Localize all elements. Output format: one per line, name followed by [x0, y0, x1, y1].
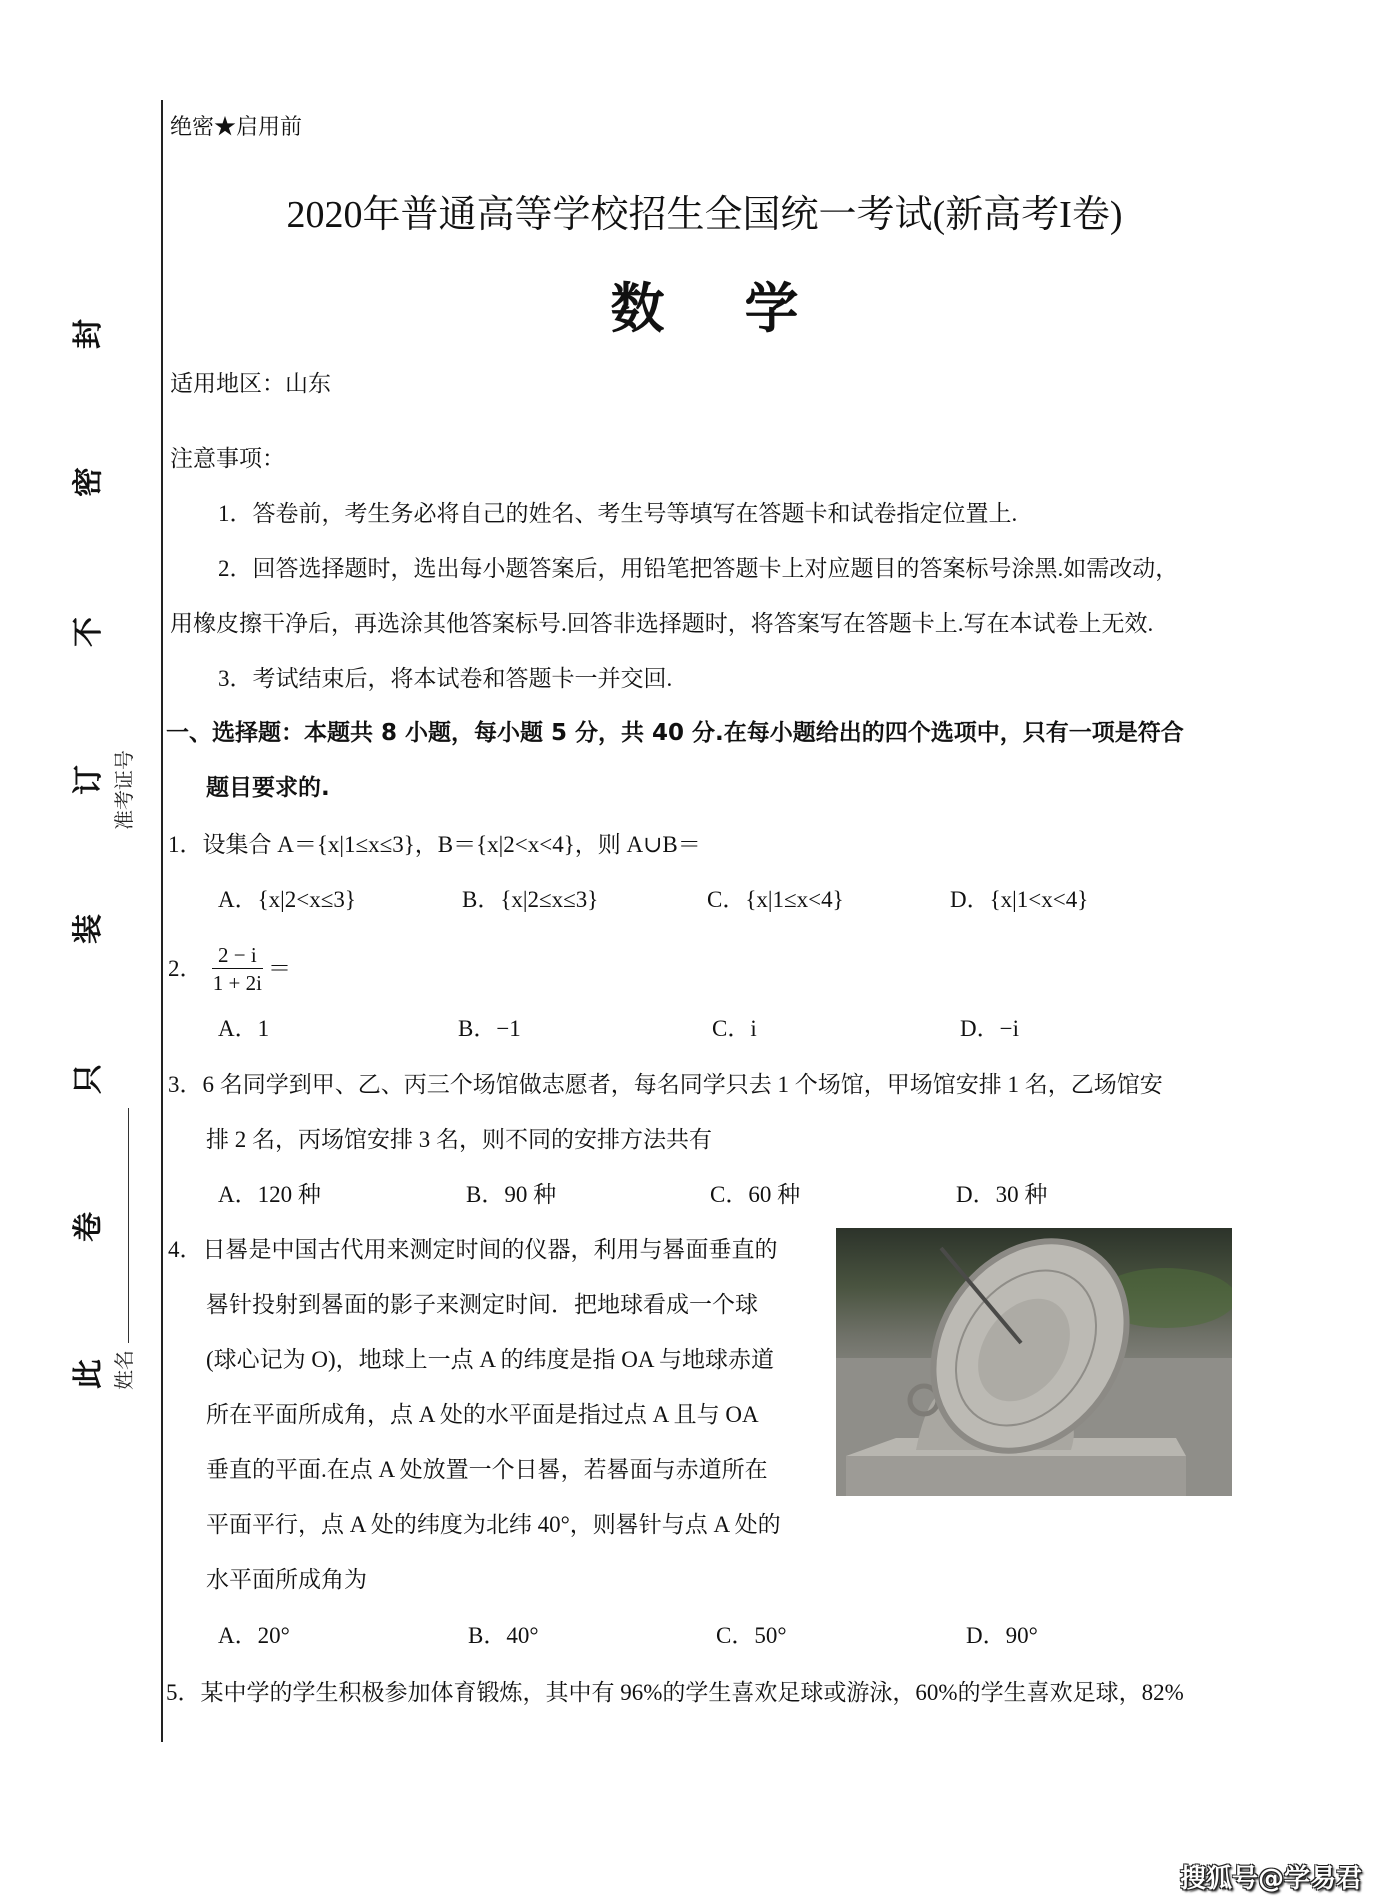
question-2-fraction	[212, 942, 263, 997]
question-number: 5．	[166, 1680, 201, 1705]
sundial-illustration	[836, 1228, 1232, 1496]
question-number: 1．	[168, 832, 203, 857]
binding-char: 装	[71, 914, 106, 944]
confidential-label: 绝密★启用前	[170, 114, 303, 139]
subject-title: 数学	[610, 277, 879, 340]
question-stem: 日晷是中国古代用来测定时间的仪器，利用与晷面垂直的	[202, 1237, 778, 1262]
question-4-line: 平面平行，点 A 处的纬度为北纬 40°，则晷针与点 A 处的	[206, 1512, 781, 1537]
question-4-line: 晷针投射到晷面的影子来测定时间．把地球看成一个球	[206, 1292, 758, 1317]
binding-char: 不	[71, 617, 106, 647]
region-label: 适用地区：山东	[170, 371, 331, 397]
q3-option-d[interactable]: D．30 种	[956, 1182, 1048, 1207]
section-heading-continued: 题目要求的.	[206, 775, 330, 801]
fraction-numerator: 2 − i	[212, 942, 263, 969]
question-3-continued: 排 2 名，丙场馆安排 3 名，则不同的安排方法共有	[206, 1127, 712, 1152]
q4-option-a[interactable]: A．20°	[218, 1623, 290, 1648]
binding-line	[161, 100, 163, 1742]
q2-option-a[interactable]: A．1	[218, 1016, 270, 1041]
note-item: 2．回答选择题时，选出每小题答案后，用铅笔把答题卡上对应题目的答案标号涂黑.如需改动，	[218, 556, 1179, 581]
equals-sign: ＝	[268, 956, 291, 981]
q1-option-a[interactable]: A．{x|2<x≤3}	[218, 887, 356, 912]
q2-option-c[interactable]: C．i	[712, 1016, 757, 1041]
section-heading: 一、选择题：本题共 8 小题，每小题 5 分，共 40 分.在每小题给出的四个选项中，只有一项是符合	[166, 720, 1184, 746]
question-number: 3．	[168, 1072, 203, 1097]
question-stem: 6 名同学到甲、乙、丙三个场馆做志愿者，每名同学只去 1 个场馆，甲场馆安排 1 名，乙场馆安	[202, 1072, 1163, 1097]
note-item: 1．答卷前，考生务必将自己的姓名、考生号等填写在答题卡和试卷指定位置上.	[218, 501, 1018, 526]
q4-option-c[interactable]: C．50°	[716, 1623, 787, 1648]
fraction-denominator: 1 + 2i	[212, 971, 262, 995]
question-3	[168, 1066, 1163, 1099]
exam-id-label: 准考证号	[114, 750, 136, 830]
q3-option-c[interactable]: C．60 种	[710, 1182, 801, 1207]
question-number: 4．	[168, 1237, 203, 1262]
q1-option-b[interactable]: B．{x|2≤x≤3}	[462, 887, 599, 912]
binding-char: 卷	[71, 1212, 106, 1242]
question-4-line: 水平面所成角为	[206, 1567, 367, 1592]
binding-char: 此	[71, 1359, 106, 1389]
binding-char: 密	[71, 467, 106, 497]
q2-option-b[interactable]: B．−1	[458, 1016, 521, 1041]
note-item: 3．考试结束后，将本试卷和答题卡一并交回.	[218, 666, 673, 691]
binding-char: 只	[71, 1064, 106, 1094]
question-stem: 某中学的学生积极参加体育锻炼，其中有 96%的学生喜欢足球或游泳，60%的学生喜欢足球，82%	[200, 1680, 1184, 1705]
question-4-line: 垂直的平面.在点 A 处放置一个日晷，若晷面与赤道所在	[206, 1457, 768, 1482]
question-5	[166, 1674, 1184, 1707]
watermark: 搜狐号@学易君	[1180, 1864, 1363, 1894]
q3-option-a[interactable]: A．120 种	[218, 1182, 321, 1207]
q1-option-d[interactable]: D．{x|1<x<4}	[950, 887, 1089, 912]
question-1	[168, 826, 701, 859]
question-4-line: (球心记为 O)，地球上一点 A 的纬度是指 OA 与地球赤道	[206, 1347, 774, 1372]
sundial-photo	[836, 1228, 1232, 1496]
question-4-line: 所在平面所成角，点 A 处的水平面是指过点 A 且与 OA	[206, 1402, 759, 1427]
question-4	[168, 1231, 778, 1264]
question-2-number: 2．	[168, 956, 203, 981]
q3-option-b[interactable]: B．90 种	[466, 1182, 557, 1207]
name-fill-line	[128, 1108, 129, 1343]
q1-option-c[interactable]: C．{x|1≤x<4}	[707, 887, 844, 912]
notes-heading: 注意事项：	[170, 446, 285, 471]
binding-char: 订	[71, 765, 106, 795]
exam-title: 2020年普通高等学校招生全国统一考试(新高考I卷)	[286, 194, 1123, 236]
name-label: 姓名	[114, 1350, 136, 1390]
binding-char: 封	[71, 319, 106, 349]
q4-option-d[interactable]: D．90°	[966, 1623, 1038, 1648]
q2-option-d[interactable]: D．−i	[960, 1016, 1019, 1041]
q4-option-b[interactable]: B．40°	[468, 1623, 539, 1648]
note-item-continued: 用橡皮擦干净后，再选涂其他答案标号.回答非选择题时，将答案写在答题卡上.写在本试卷上无效.	[170, 611, 1154, 636]
question-stem: 设集合 A＝{x|1≤x≤3}，B＝{x|2<x<4}，则 A∪B＝	[202, 832, 701, 857]
